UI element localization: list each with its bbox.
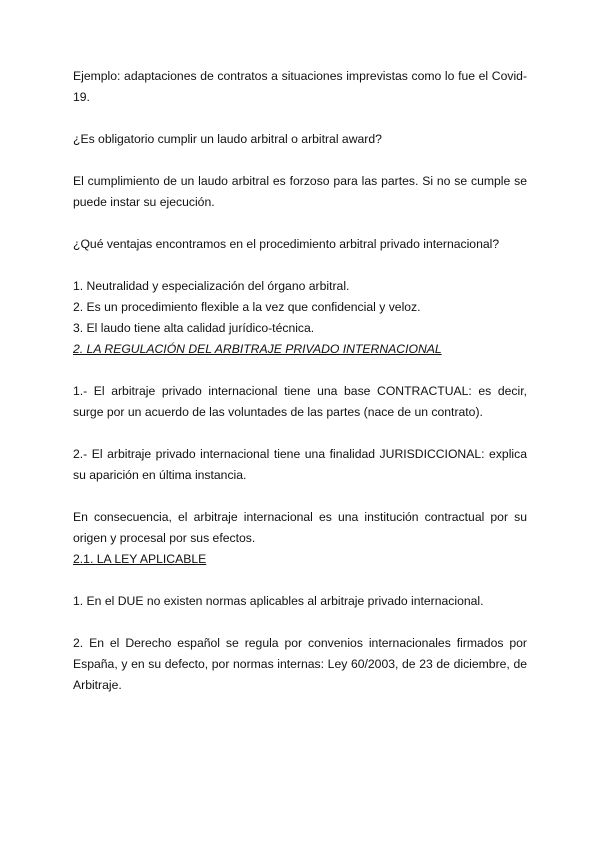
section-heading-regulacion: 2. LA REGULACIÓN DEL ARBITRAJE PRIVADO INTERNACIONAL (73, 342, 442, 356)
list-item: 3. El laudo tiene alta calidad jurídico-técnica. (73, 321, 315, 335)
paragraph-due: 1. En el DUE no existen normas aplicables al arbitraje privado internacional. (73, 594, 484, 608)
paragraph-consecuencia: En consecuencia, el arbitraje internacional es una institución contractual por su origen y procesal por sus efectos. (73, 510, 527, 545)
list-item: 2. Es un procedimiento flexible a la vez que confidencial y veloz. (73, 300, 421, 314)
paragraph-covid-example: Ejemplo: adaptaciones de contratos a situaciones imprevistas como lo fue el Covid-19. (73, 69, 527, 104)
list-item: 1. Neutralidad y especialización del órgano arbitral. (73, 279, 350, 293)
document-body (73, 66, 527, 696)
question-ventajas: ¿Qué ventajas encontramos en el procedimiento arbitral privado internacional? (73, 237, 500, 251)
paragraph-derecho-espanol: 2. En el Derecho español se regula por convenios internacionales firmados por España, y en su defecto, por normas internas: Ley 60/2003, de 23 de diciembre, de Arbitraje. (73, 636, 527, 692)
paragraph-base-contractual: 1.- El arbitraje privado internacional tiene una base CONTRACTUAL: es decir, surge por un acuerdo de las voluntades de las partes (nace de un contrato). (73, 384, 527, 419)
paragraph-finalidad-jurisdiccional: 2.- El arbitraje privado internacional tiene una finalidad JURISDICCIONAL: explica su aparición en última instancia. (73, 447, 527, 482)
paragraph-cumplimiento: El cumplimiento de un laudo arbitral es forzoso para las partes. Si no se cumple se puede instar su ejecución. (73, 174, 527, 209)
question-laudo-obligatorio: ¿Es obligatorio cumplir un laudo arbitral o arbitral award? (73, 132, 382, 146)
section-heading-ley-aplicable: 2.1. LA LEY APLICABLE (73, 552, 207, 566)
advantages-list (73, 276, 527, 360)
